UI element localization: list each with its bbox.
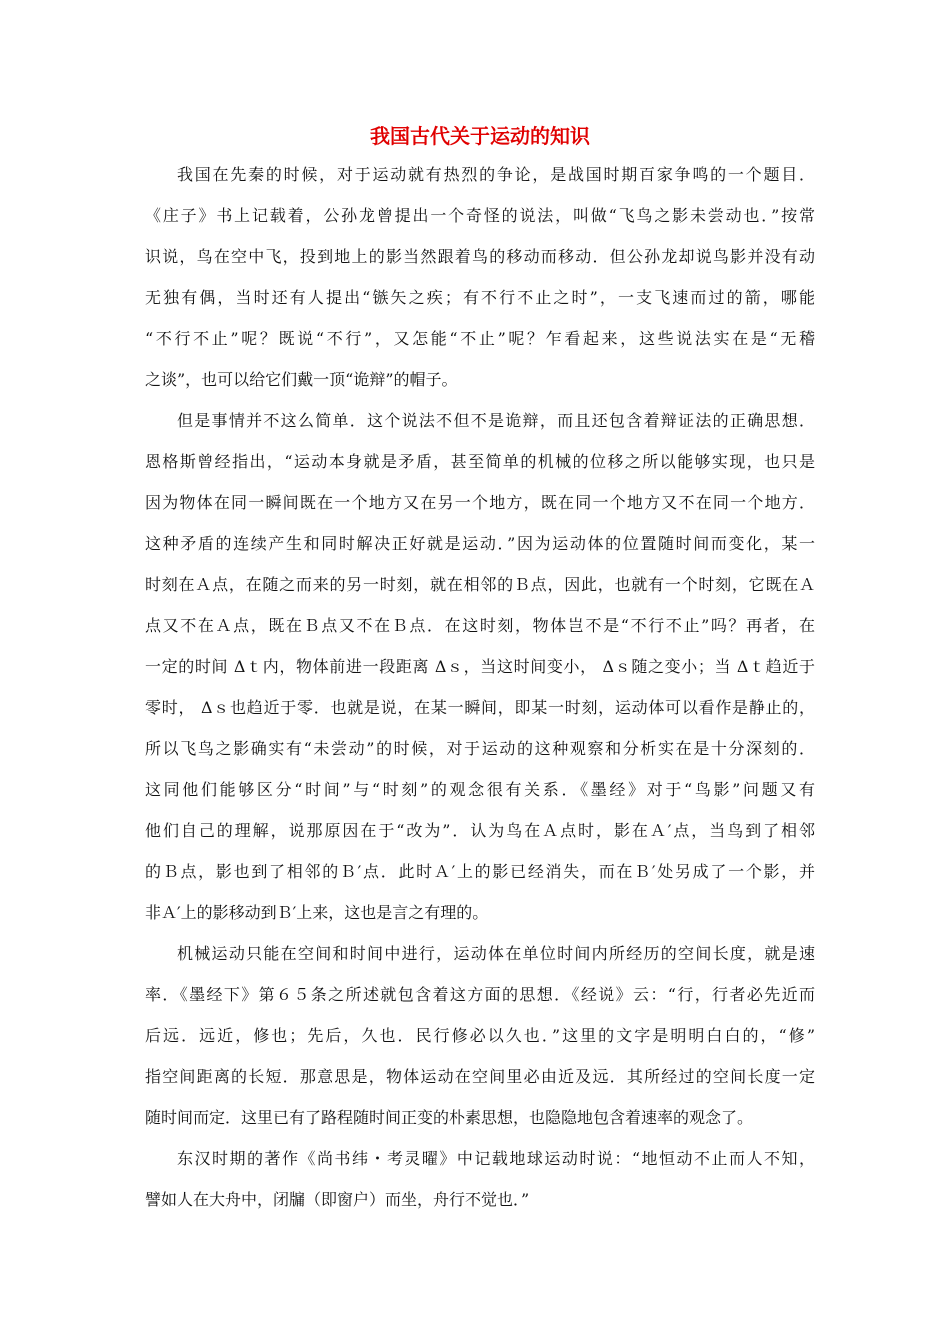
text-line: 后远．远近，修也；先后，久也．民行修必以久也．”这里的文字是明明白白的，“修” — [145, 1026, 815, 1045]
text-line: 东汉时期的著作《尚书纬・考灵曜》中记载地球运动时说：“地恒动不止而人不知， — [177, 1149, 815, 1168]
document-page — [145, 118, 815, 1220]
text-line: 一定的时间 Δｔ内，物体前进一段距离 Δｓ，当这时间变小， Δｓ随之变小；当 Δｔ趋近于 — [145, 657, 815, 676]
text-line: 零时， Δｓ也趋近于零．也就是说，在某一瞬间，即某一时刻，运动体可以看作是静止的， — [145, 698, 815, 717]
text-line: 恩格斯曾经指出，“运动本身就是矛盾，甚至简单的机械的位移之所以能够实现，也只是 — [145, 452, 815, 471]
text-line: 这同他们能够区分“时间”与“时刻”的观念很有关系．《墨经》对于“鸟影”问题又有 — [145, 780, 815, 799]
text-line: 的Ｂ点，影也到了相邻的Ｂ′点．此时Ａ′上的影已经消失，而在Ｂ′处另成了一个影，并 — [145, 862, 815, 881]
text-line: 我国在先秦的时候，对于运动就有热烈的争论，是战国时期百家争鸣的一个题目． — [177, 165, 815, 184]
text-line: 之谈”，也可以给它们戴一顶“诡辩”的帽子。 — [145, 370, 458, 389]
text-line: 《庄子》书上记载着，公孙龙曾提出一个奇怪的说法，叫做“飞鸟之影未尝动也．”按常 — [145, 206, 815, 225]
text-line: “不行不止”呢？既说“不行”，又怎能“不止”呢？乍看起来，这些说法实在是“无稽 — [145, 329, 815, 348]
text-line: 率．《墨经下》第６５条之所述就包含着这方面的思想．《经说》云：“行，行者必先近而 — [145, 985, 815, 1004]
document-title: 我国古代关于运动的知识 — [370, 124, 590, 148]
text-line: 点又不在Ａ点，既在Ｂ点又不在Ｂ点．在这时刻，物体岂不是“不行不止”吗？再者，在 — [145, 616, 815, 635]
text-line: 无独有偶，当时还有人提出“镞矢之疾；有不行不止之时”，一支飞速而过的箭，哪能 — [145, 288, 815, 307]
text-line: 但是事情并不这么简单．这个说法不但不是诡辩，而且还包含着辩证法的正确思想． — [177, 411, 815, 430]
text-line: 譬如人在大舟中，闭牖（即窗户）而坐，舟行不觉也．” — [145, 1190, 530, 1209]
text-line: 这种矛盾的连续产生和同时解决正好就是运动．”因为运动体的位置随时间而变化，某一 — [145, 534, 815, 553]
text-line: 所以飞鸟之影确实有“未尝动”的时候，对于运动的这种观察和分析实在是十分深刻的． — [145, 739, 815, 758]
text-line: 非Ａ′上的影移动到Ｂ′上来，这也是言之有理的。 — [145, 903, 489, 922]
text-line: 他们自己的理解，说那原因在于“改为”．认为鸟在Ａ点时，影在Ａ′点，当鸟到了相邻 — [145, 821, 815, 840]
text-line: 机械运动只能在空间和时间中进行，运动体在单位时间内所经历的空间长度，就是速 — [177, 944, 815, 963]
text-line: 因为物体在同一瞬间既在一个地方又在另一个地方，既在同一个地方又不在同一个地方． — [145, 493, 815, 512]
text-line: 随时间而定．这里已有了路程随时间正变的朴素思想，也隐隐地包含着速率的观念了。 — [145, 1108, 754, 1127]
text-line: 识说，鸟在空中飞，投到地上的影当然跟着鸟的移动而移动．但公孙龙却说鸟影并没有动 — [145, 247, 815, 266]
text-line: 时刻在Ａ点，在随之而来的另一时刻，就在相邻的Ｂ点，因此，也就有一个时刻，它既在Ａ — [145, 575, 815, 594]
text-line: 指空间距离的长短．那意思是，物体运动在空间里必由近及远．其所经过的空间长度一定 — [145, 1067, 815, 1086]
